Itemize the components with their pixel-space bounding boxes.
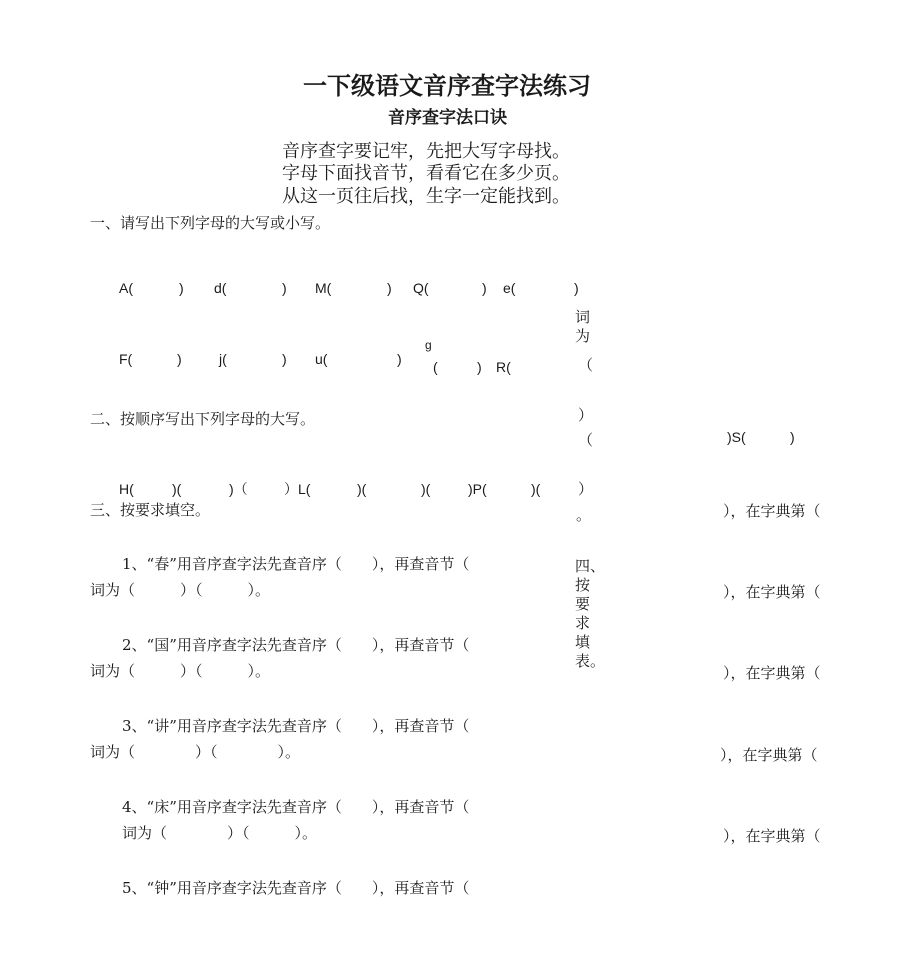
sequence-item[interactable]: ）L( bbox=[284, 481, 311, 497]
sequence-item[interactable]: )( bbox=[357, 481, 367, 497]
page-suffix-5[interactable]: ），在字典第（ bbox=[723, 827, 821, 845]
answer-line[interactable]: 词为（ ）（ ）。 bbox=[90, 743, 301, 761]
sequence-item[interactable]: )( bbox=[531, 481, 541, 497]
vertical-text-ciwei: 词为 bbox=[575, 308, 591, 345]
letter-blank-close[interactable]: ) bbox=[282, 351, 287, 367]
letter-blank-close[interactable]: ) bbox=[387, 280, 392, 296]
question-text: 2、“国”用音序查字法先查音序（ ），再查音节（ bbox=[122, 636, 470, 654]
answer-line[interactable]: 词为（ ）（ ）。 bbox=[122, 824, 318, 842]
letter-label: d( bbox=[214, 280, 227, 296]
sequence-item[interactable]: )( bbox=[172, 481, 182, 497]
page-suffix-2[interactable]: ），在字典第（ bbox=[723, 583, 821, 601]
letter-label: M( bbox=[315, 280, 332, 296]
page-suffix-3[interactable]: ），在字典第（ bbox=[723, 664, 821, 682]
page-subtitle: 音序查字法口诀 bbox=[388, 108, 507, 128]
right-paren: ） bbox=[578, 480, 594, 498]
sequence-tail-close[interactable]: ) bbox=[790, 429, 795, 445]
letter-blank-close[interactable]: ) bbox=[179, 280, 184, 296]
right-paren: （ bbox=[578, 356, 594, 374]
question-text: 1、“春”用音序查字法先查音序（ ），再查音节（ bbox=[122, 555, 470, 573]
right-period: 。 bbox=[576, 506, 592, 524]
letter-label: R( bbox=[496, 359, 511, 375]
section-4-heading-vertical: 四、按要求填表。 bbox=[575, 557, 606, 670]
right-paren: ） bbox=[578, 406, 594, 424]
poem-line-1: 音序查字要记牢，先把大写字母找。 bbox=[282, 141, 570, 162]
sequence-item[interactable]: )( bbox=[421, 481, 431, 497]
answer-line[interactable]: 词为（ ）（ ）。 bbox=[90, 581, 271, 599]
letter-blank-close[interactable]: ) bbox=[574, 280, 579, 296]
question-text: 5、“钟”用音序查字法先查音序（ ），再查音节（ bbox=[122, 879, 470, 897]
question-text: 4、“床”用音序查字法先查音序（ ），再查音节（ bbox=[122, 798, 470, 816]
section-1-heading: 一、请写出下列字母的大写或小写。 bbox=[90, 214, 331, 232]
letter-label: F( bbox=[119, 351, 133, 367]
page-suffix-1[interactable]: ），在字典第（ bbox=[723, 502, 821, 520]
sequence-item[interactable]: )（ bbox=[229, 481, 248, 497]
sequence-tail[interactable]: )S( bbox=[727, 429, 746, 445]
page-suffix-4[interactable]: ），在字典第（ bbox=[720, 746, 818, 764]
letter-blank-close[interactable]: ) bbox=[482, 280, 487, 296]
letter-label: u( bbox=[315, 351, 328, 367]
letter-blank-close[interactable]: ) bbox=[177, 351, 182, 367]
page-title: 一下级语文音序查字法练习 bbox=[303, 72, 591, 100]
letter-label: e( bbox=[503, 280, 516, 296]
section-2-heading: 二、按顺序写出下列字母的大写。 bbox=[90, 410, 316, 428]
letter-blank-open[interactable]: ( bbox=[433, 359, 438, 375]
letter-label: Q( bbox=[413, 280, 429, 296]
poem-line-2: 字母下面找音节，看看它在多少页。 bbox=[282, 163, 570, 184]
answer-line[interactable]: 词为（ ）（ ）。 bbox=[90, 662, 271, 680]
question-text: 3、“讲”用音序查字法先查音序（ ），再查音节（ bbox=[122, 717, 470, 735]
letter-label: g bbox=[425, 338, 432, 352]
letter-blank-close[interactable]: ) bbox=[397, 351, 402, 367]
letter-label: j( bbox=[219, 351, 227, 367]
letter-blank-close[interactable]: ) bbox=[477, 359, 482, 375]
letter-blank-close[interactable]: ) bbox=[282, 280, 287, 296]
section-3-heading: 三、按要求填空。 bbox=[90, 501, 211, 519]
letter-label: A( bbox=[119, 280, 133, 296]
sequence-item: H( bbox=[119, 481, 134, 497]
right-paren: （ bbox=[578, 431, 594, 449]
poem-line-3: 从这一页往后找，生字一定能找到。 bbox=[282, 186, 570, 207]
sequence-item[interactable]: )P( bbox=[468, 481, 487, 497]
